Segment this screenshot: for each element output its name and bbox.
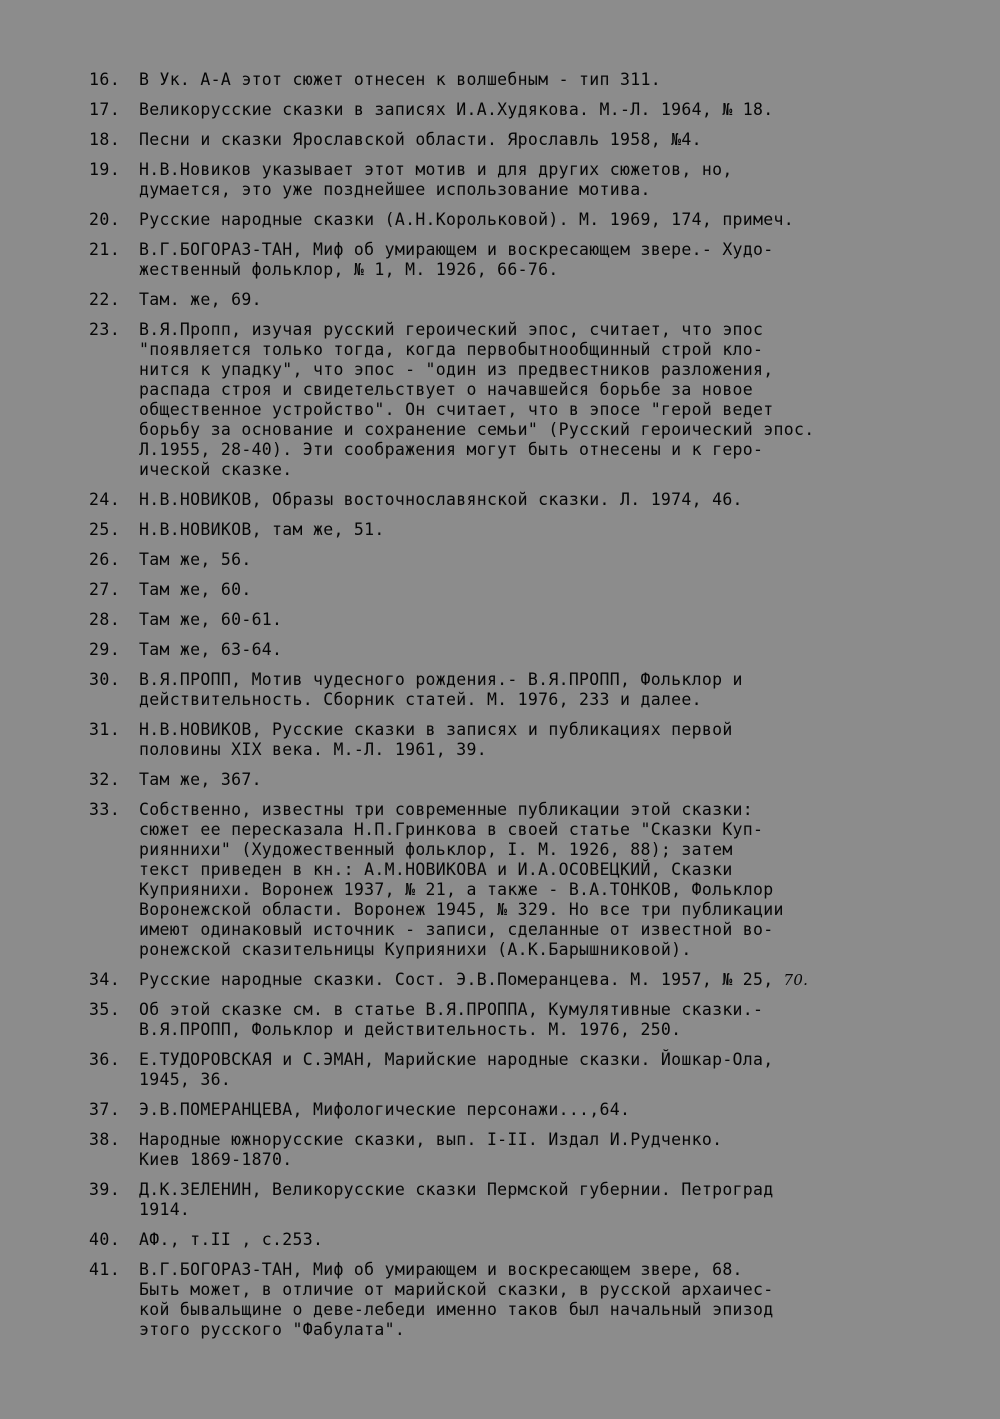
footnote [89,580,959,600]
footnote-number: 34. [89,970,121,989]
footnote-line: рияннихи" (Художественный фольклор, I. М. 1926, 88); затем [139,840,733,859]
footnote-line: половины XIX века. М.-Л. 1961, 39. [139,740,487,759]
footnote [89,70,959,90]
footnote-line: 1914. [139,1200,191,1219]
footnote-line: Н.В.Новиков указывает этот мотив и для других сюжетов, но, [139,160,733,179]
footnote-line: Куприянихи. Воронеж 1937, № 21, а также - В.А.ТОНКОВ, Фольклор [139,880,774,899]
footnote-line: ической сказке. [139,460,293,479]
footnote-line: Там же, 367. [139,770,262,789]
footnote-line: В.Г.БОГОРАЗ-ТАН, Миф об умирающем и воскресающем звере, 68. [139,1260,743,1279]
footnote-line: сюжет ее пересказала Н.П.Гринкова в своей статье "Сказки Куп- [139,820,764,839]
footnote-text [139,610,959,630]
footnote-line: АФ., т.II , с.253. [139,1230,324,1249]
footnote-line: Н.В.НОВИКОВ, там же, 51. [139,520,385,539]
footnote-number: 32. [89,770,121,789]
footnote-text [139,1180,959,1220]
footnote-line: Песни и сказки Ярославской области. Ярославль 1958, №4. [139,130,702,149]
footnote-number: 31. [89,720,121,739]
footnote-number: 28. [89,610,121,629]
footnote-line: Э.В.ПОМЕРАНЦЕВА, Мифологические персонажи...,64. [139,1100,631,1119]
footnote-line: В.Г.БОГОРАЗ-ТАН, Миф об умирающем и воскресающем звере.- Худо- [139,240,774,259]
footnote [89,100,959,120]
footnote [89,610,959,630]
footnote-text [139,210,959,230]
footnote-line: 1945, 36. [139,1070,232,1089]
footnote-text [139,550,959,570]
handwritten-page-note: 70. [783,971,809,989]
footnote-number: 17. [89,100,121,119]
footnote-line: думается, это уже позднейшее использование мотива. [139,180,651,199]
footnote-line: Д.К.ЗЕЛЕНИН, Великорусские сказки Пермской губернии. Петроград [139,1180,774,1199]
footnote-number: 37. [89,1100,121,1119]
footnote [89,1100,959,1120]
footnote [89,320,959,480]
footnote-text [139,970,959,990]
footnote [89,1000,959,1040]
footnote-number: 22. [89,290,121,309]
footnote-line: борьбу за основание и сохранение семьи" (Русский героический эпос. [139,420,815,439]
footnote-number: 38. [89,1130,121,1149]
footnote-text [139,1230,959,1250]
footnote [89,970,959,990]
footnote [89,130,959,150]
footnote-line: Воронежской области. Воронеж 1945, № 329. Но все три публикации [139,900,784,919]
footnote [89,490,959,510]
footnote-text [139,160,959,200]
footnote-line: имеют одинаковый источник - записи, сделанные от известной во- [139,920,774,939]
footnote-text [139,320,959,480]
footnote [89,290,959,310]
footnote-text [139,100,959,120]
footnote-line: В.Я.ПРОПП, Фольклор и действительность. М. 1976, 250. [139,1020,682,1039]
footnote-text [139,800,959,960]
footnote [89,640,959,660]
footnote [89,1180,959,1220]
footnote [89,240,959,280]
footnote-text [139,720,959,760]
footnote-number: 39. [89,1180,121,1199]
footnote-number: 30. [89,670,121,689]
footnote-line: нится к упадку", что эпос - "один из предвестников разложения, [139,360,774,379]
footnote-number: 24. [89,490,121,509]
footnote-text [139,290,959,310]
footnote-number: 35. [89,1000,121,1019]
footnote-text [139,1000,959,1040]
footnote-line: Там же, 60. [139,580,252,599]
footnote-text [139,1050,959,1090]
footnote-line: этого русского "Фабулата". [139,1320,406,1339]
footnote-line: Там же, 60-61. [139,610,283,629]
footnote-line: Киев 1869-1870. [139,1150,293,1169]
footnote-text [139,670,959,710]
footnote [89,1230,959,1250]
footnote-number: 33. [89,800,121,819]
footnote-text [139,70,959,90]
footnote-text [139,490,959,510]
footnote-line: ронежской сказительницы Куприянихи (А.К.Барышниковой). [139,940,692,959]
footnote [89,770,959,790]
footnote-text [139,1100,959,1120]
footnote-number: 26. [89,550,121,569]
footnote-line: жественный фольклор, № 1, М. 1926, 66-76. [139,260,559,279]
footnote-number: 16. [89,70,121,89]
footnote-number: 20. [89,210,121,229]
footnote-line: Е.ТУДОРОВСКАЯ и С.ЭМАН, Марийские народные сказки. Йошкар-Ола, [139,1050,774,1069]
footnote-text [139,640,959,660]
footnote-number: 18. [89,130,121,149]
footnote-line: кой бывальщине о деве-лебеди именно таков был начальный эпизод [139,1300,774,1319]
footnote-text [139,1260,959,1340]
footnote-number: 25. [89,520,121,539]
footnote [89,550,959,570]
footnote-line: Русские народные сказки (А.Н.Корольковой). М. 1969, 174, примеч. [139,210,794,229]
footnote-text [139,240,959,280]
footnote-text [139,770,959,790]
footnote-number: 27. [89,580,121,599]
footnote-line: Народные южнорусские сказки, вып. I-II. Издал И.Рудченко. [139,1130,723,1149]
footnote-number: 41. [89,1260,121,1279]
footnote-line: В Ук. А-А этот сюжет отнесен к волшебным - тип 311. [139,70,661,89]
footnote [89,1130,959,1170]
footnote-text [139,580,959,600]
footnote-number: 21. [89,240,121,259]
footnote [89,1050,959,1090]
footnote-line: В.Я.ПРОПП, Мотив чудесного рождения.- В.Я.ПРОПП, Фольклор и [139,670,743,689]
footnote-number: 29. [89,640,121,659]
footnote [89,720,959,760]
footnote-line: Л.1955, 28-40). Эти соображения могут быть отнесены и к геро- [139,440,764,459]
footnote-line: общественное устройство". Он считает, что в эпосе "герой ведет [139,400,774,419]
footnote-line: Там. же, 69. [139,290,262,309]
footnote-line: Там же, 63-64. [139,640,283,659]
footnote-line: Н.В.НОВИКОВ, Образы восточнославянской сказки. Л. 1974, 46. [139,490,743,509]
footnote-text [139,1130,959,1170]
footnote-line: Великорусские сказки в записях И.А.Худякова. М.-Л. 1964, № 18. [139,100,774,119]
footnote-line-with-handnote [139,970,959,990]
footnote-line: Н.В.НОВИКОВ, Русские сказки в записях и публикациях первой [139,720,733,739]
footnote-line: текст приведен в кн.: А.М.НОВИКОВА и И.А.ОСОВЕЦКИЙ, Сказки [139,860,733,879]
footnote-line: Там же, 56. [139,550,252,569]
footnote [89,520,959,540]
footnote-number: 23. [89,320,121,339]
footnote-line: Собственно, известны три современные публикации этой сказки: [139,800,754,819]
footnote-line: В.Я.Пропп, изучая русский героический эпос, считает, что эпос [139,320,764,339]
footnote-line: Об этой сказке см. в статье В.Я.ПРОППА, Кумулятивные сказки.- [139,1000,764,1019]
footnote-text [139,130,959,150]
footnote-number: 19. [89,160,121,179]
footnote [89,160,959,200]
footnote-number: 40. [89,1230,121,1249]
footnote-number: 36. [89,1050,121,1069]
footnote-line: распада строя и свидетельствует о начавшейся борьбе за новое [139,380,754,399]
footnote [89,210,959,230]
footnote-line: действительность. Сборник статей. М. 1976, 233 и далее. [139,690,702,709]
footnote [89,800,959,960]
footnote-line: Русские народные сказки. Сост. Э.В.Померанцева. М. 1957, № 25, [139,970,774,989]
footnote-line: "появляется только тогда, когда первобытнообщинный строй кло- [139,340,764,359]
footnote [89,1260,959,1340]
footnote [89,670,959,710]
footnote-line: Быть может, в отличие от марийской сказки, в русской архаичес- [139,1280,774,1299]
footnote-text [139,520,959,540]
footnotes-list [89,70,959,1350]
